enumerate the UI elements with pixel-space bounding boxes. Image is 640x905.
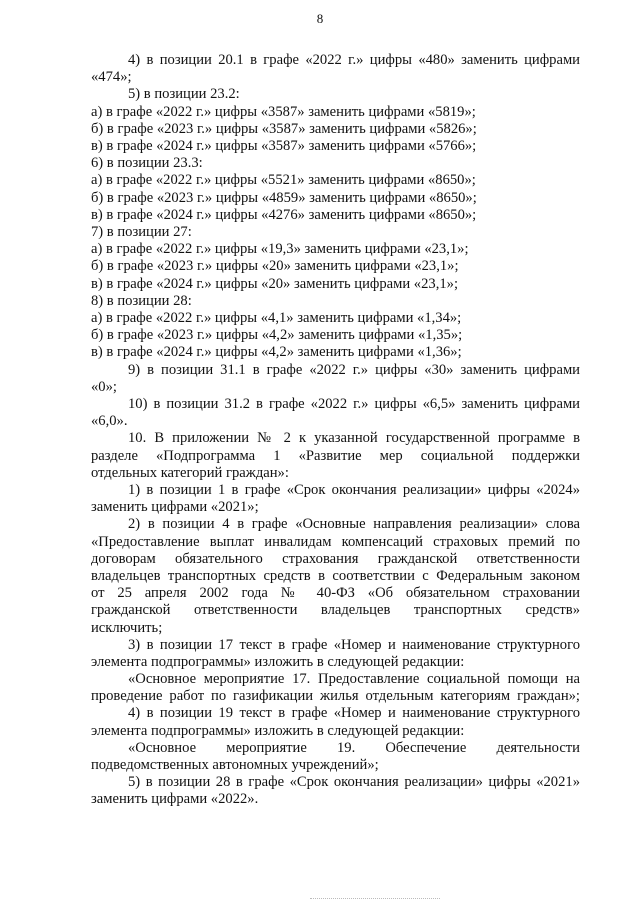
text-line: «6,0».	[91, 413, 128, 430]
text-line: 5) в позиции 23.2:	[128, 86, 240, 103]
text-line: 2) в позиции 4 в графе «Основные направления реализации» слова	[128, 516, 580, 533]
text-line: б) в графе «2023 г.» цифры «4859» заменить цифрами «8650»;	[91, 189, 477, 206]
text-line: б) в графе «2023 г.» цифры «3587» заменить цифрами «5826»;	[91, 120, 477, 137]
text-line: а) в графе «2022 г.» цифры «3587» заменить цифрами «5819»;	[91, 103, 476, 120]
text-line: проведение работ по газификации жилья отдельным категориям граждан»;	[91, 688, 580, 705]
text-line: гражданской ответственности владельцев транспортных средств»	[91, 602, 580, 619]
text-line: заменить цифрами «2022».	[91, 791, 259, 808]
text-line: «Основное мероприятие 19. Обеспечение деятельности	[128, 739, 580, 756]
text-line: в) в графе «2024 г.» цифры «4276» заменить цифрами «8650»;	[91, 206, 477, 223]
text-line: 4) в позиции 20.1 в графе «2022 г.» цифры «480» заменить цифрами	[128, 52, 580, 68]
text-line: элемента подпрограммы» изложить в следующей редакции:	[91, 722, 465, 739]
text-line: «Основное мероприятие 17. Предоставление социальной помощи на	[128, 671, 580, 688]
document-body	[91, 52, 580, 809]
text-line: а) в графе «2022 г.» цифры «4,1» заменить цифрами «1,34»;	[91, 310, 462, 327]
text-line: заменить цифрами «2021»;	[91, 499, 259, 516]
text-line: 1) в позиции 1 в графе «Срок окончания реализации» цифры «2024»	[128, 482, 580, 498]
text-line: исключить;	[91, 619, 163, 636]
text-line: в) в графе «2024 г.» цифры «20» заменить цифрами «23,1»;	[91, 275, 458, 292]
text-line: в) в графе «2024 г.» цифры «3587» заменить цифрами «5766»;	[91, 138, 477, 154]
text-line: элемента подпрограммы» изложить в следующей редакции:	[91, 653, 465, 670]
text-line: подведомственных автономных учреждений»;	[91, 757, 379, 774]
text-line: 5) в позиции 28 в графе «Срок окончания реализации» цифры «2021»	[128, 774, 580, 791]
text-line: б) в графе «2023 г.» цифры «20» заменить цифрами «23,1»;	[91, 258, 459, 275]
text-line: а) в графе «2022 г.» цифры «5521» заменить цифрами «8650»;	[91, 172, 476, 189]
text-line: 9) в позиции 31.1 в графе «2022 г.» цифры «30» заменить цифрами	[128, 361, 580, 378]
scan-artifact	[310, 898, 440, 903]
text-line: договорам обязательного страхования гражданской ответственности	[91, 550, 580, 567]
text-line: «474»;	[91, 69, 132, 86]
text-line: б) в графе «2023 г.» цифры «4,2» заменить цифрами «1,35»;	[91, 327, 463, 344]
text-line: разделе «Подпрограмма 1 «Развитие мер социальной поддержки	[91, 447, 580, 464]
text-line: 4) в позиции 19 текст в графе «Номер и наименование структурного	[128, 705, 580, 722]
text-line: 6) в позиции 23.3:	[91, 155, 203, 172]
text-line: от 25 апреля 2002 года № 40-ФЗ «Об обязательном страховании	[91, 585, 580, 602]
text-line: «Предоставление выплат инвалидам компенсаций страховых премий по	[91, 533, 580, 550]
text-line: отдельных категорий граждан»:	[91, 464, 289, 481]
text-line: 8) в позиции 28:	[91, 292, 192, 309]
text-line: 3) в позиции 17 текст в графе «Номер и наименование структурного	[128, 636, 580, 653]
text-line: 7) в позиции 27:	[91, 224, 192, 241]
text-line: 10. В приложении № 2 к указанной государственной программе в	[128, 430, 580, 447]
text-line: владельцев транспортных средств в соответствии с Федеральным законом	[91, 567, 580, 584]
text-line: в) в графе «2024 г.» цифры «4,2» заменить цифрами «1,36»;	[91, 344, 462, 361]
page-number: 8	[316, 11, 324, 26]
text-line: «0»;	[91, 378, 117, 395]
text-line: а) в графе «2022 г.» цифры «19,3» заменить цифрами «23,1»;	[91, 241, 469, 258]
text-line: 10) в позиции 31.2 в графе «2022 г.» цифры «6,5» заменить цифрами	[128, 396, 580, 413]
